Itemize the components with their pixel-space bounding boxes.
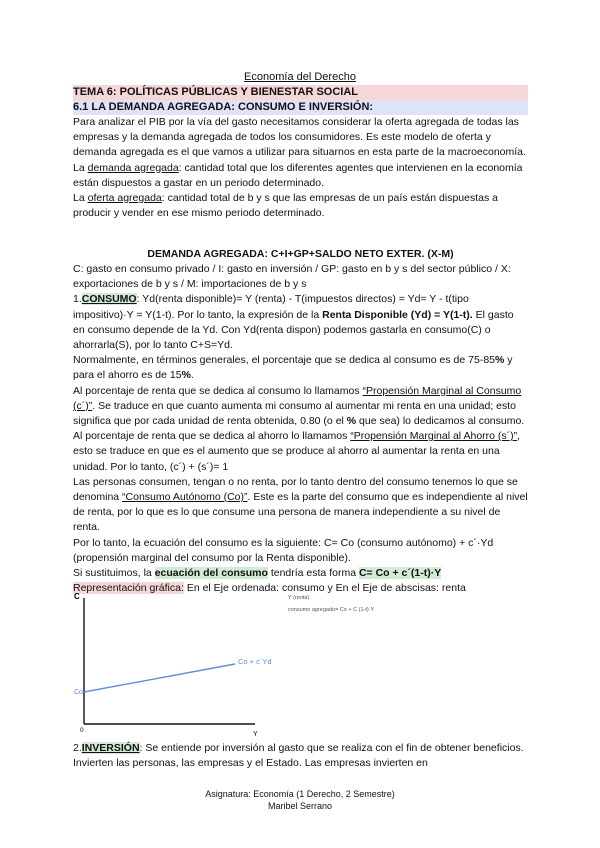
ecuacion-term: ecuación del consumo — [154, 567, 268, 580]
footer-subject: Asignatura: Economía (1 Derecho, 2 Semestre) — [205, 789, 395, 799]
inversion-section — [73, 741, 528, 771]
propension-paragraph: Al porcentaje de renta que se dedica al consumo lo llamamos “Propensión Marginal al Consumo (c´)”. Se traduce en que cuanto aumenta mi consumo al aumentar mi renta en una unidad; esto significa que por cada unidad de renta obtenida, 0.80 (o el % que sea) lo dedicamos al consumo. Al porcentaje de renta que se dedica al ahorro lo llamamos “Propensión Marginal al Ahorro (s´)”, esto se traduce en que es el aumento que se produce al ahorro al aumentar la renta en una unidad. Por lo tanto, (c´) + (s´)= 1 — [73, 384, 525, 473]
pma-term: “Propensión Marginal al Ahorro (s´)” — [350, 430, 518, 443]
inversion-paragraph: 2.INVERSIÓN: Se entiende por inversión al gasto que se realiza con el fin de obtener beneficios. Invierten las personas, las empresas y el Estado. Las empresas invierten en — [73, 742, 524, 770]
course-header: Economía del Derecho — [244, 71, 356, 83]
consumo-term: CONSUMO — [81, 293, 137, 306]
percentage-paragraph: Normalmente, en términos generales, el porcentaje que se dedica al consumo es de 75-85% y para el ahorro es de 15%. — [73, 354, 513, 382]
y-axis-label: C — [74, 592, 80, 601]
autonomo-paragraph: Las personas consumen, tengan o no renta, por lo tanto dentro del consumo tenemos lo que se denomina “Consumo Autónomo (Co)”. Este es la parte del consumo que es independiente al nivel de renta, por lo que es lo que consume una persona de manera independiente a su nivel de renta. — [73, 475, 528, 534]
legend-renta: Y (renta) — [288, 595, 310, 601]
pmc-term: “Propensión Marginal al Consumo (c´)” — [73, 384, 522, 412]
line-label: Co + c´Yd — [238, 657, 272, 666]
page-footer — [0, 788, 600, 812]
consumption-graph — [70, 588, 390, 738]
grafica-paragraph: Representación gráfica: En el Eje ordenada: consumo y En el Eje de abscisas: renta — [73, 582, 466, 595]
consumo-autonomo-term: “Consumo Autónomo (Co)” — [122, 491, 248, 504]
ecuacion-formula: C= Co + c´(1-t)·Y — [358, 567, 442, 580]
demanda-definition: La demanda agregada: cantidad total que los diferentes agentes que intervienen en la economía están dispuestos a gastar en un periodo determinado. — [73, 161, 523, 189]
intro-paragraph: Para analizar el PIB por la vía del gasto necesitamos considerar la oferta agregada de todas las empresas y la demanda agregada de todos los consumidores. Es este modelo de oferta y demanda agregada es el que vamos a utilizar para situarnos en esta parte de la macroeconomía. — [73, 116, 526, 159]
inversion-term: INVERSIÓN — [81, 742, 140, 754]
consumption-line — [84, 664, 235, 692]
footer-author: Maribel Serrano — [267, 801, 333, 811]
oferta-term: oferta agregada — [87, 192, 162, 205]
consumo-section — [73, 262, 528, 596]
representacion-term: Representación gráfica: — [73, 582, 184, 595]
sustitucion-paragraph: Si sustituimos, la ecuación del consumo tendría esta forma C= Co + c´(1-t)·Y — [73, 567, 442, 580]
intro-section — [73, 115, 528, 221]
legend-consumo: consumo agregado= Co + C (1-t)·Y — [288, 607, 375, 613]
demanda-term: demanda agregada — [87, 161, 179, 174]
intercept-label: Co — [74, 689, 83, 696]
oferta-definition: La oferta agregada: cantidad total de b y s que las empresas de un país están dispuestas a producir y vender en ese mismo periodo determinado. — [73, 192, 498, 220]
topic-title: TEMA 6: POLÍTICAS PÚBLICAS Y BIENESTAR SOCIAL — [73, 85, 528, 100]
section-title: 6.1 LA DEMANDA AGREGADA: CONSUMO E INVERSIÓN: — [73, 100, 528, 115]
x-axis-label: Y — [253, 731, 258, 738]
renta-disponible-formula: Renta Disponible (Yd) = Y(1-t). — [322, 308, 473, 321]
definitions-line: C: gasto en consumo privado / I: gasto en inversión / GP: gasto en b y s del sector público / X: exportaciones de b y s / M: importaciones de b y s — [73, 263, 511, 291]
origin-label: 0 — [80, 727, 84, 734]
ecuacion-paragraph: Por lo tanto, la ecuación del consumo es la siguiente: C= Co (consumo autónomo) + c´·Yd (propensión marginal del consumo por la Renta disponible). — [73, 536, 494, 564]
formula-title: DEMANDA AGREGADA: C+I+GP+SALDO NETO EXTER. (X-M) — [147, 248, 454, 260]
consumo-paragraph: 1.CONSUMO: Yd(renta disponible)= Y (renta) - T(impuestos directos) = Yd= Y - t(tipo impositivo)·Y = Y(1-t). Por lo tanto, la expresión de la Renta Disponible (Yd) = Y(1-t). El gasto en consumo depende de la Yd. Con Yd(renta dispon) podemos gastarla en consumo(C) o ahorrarla(S), por lo tanto C+S=Yd. — [73, 293, 514, 352]
